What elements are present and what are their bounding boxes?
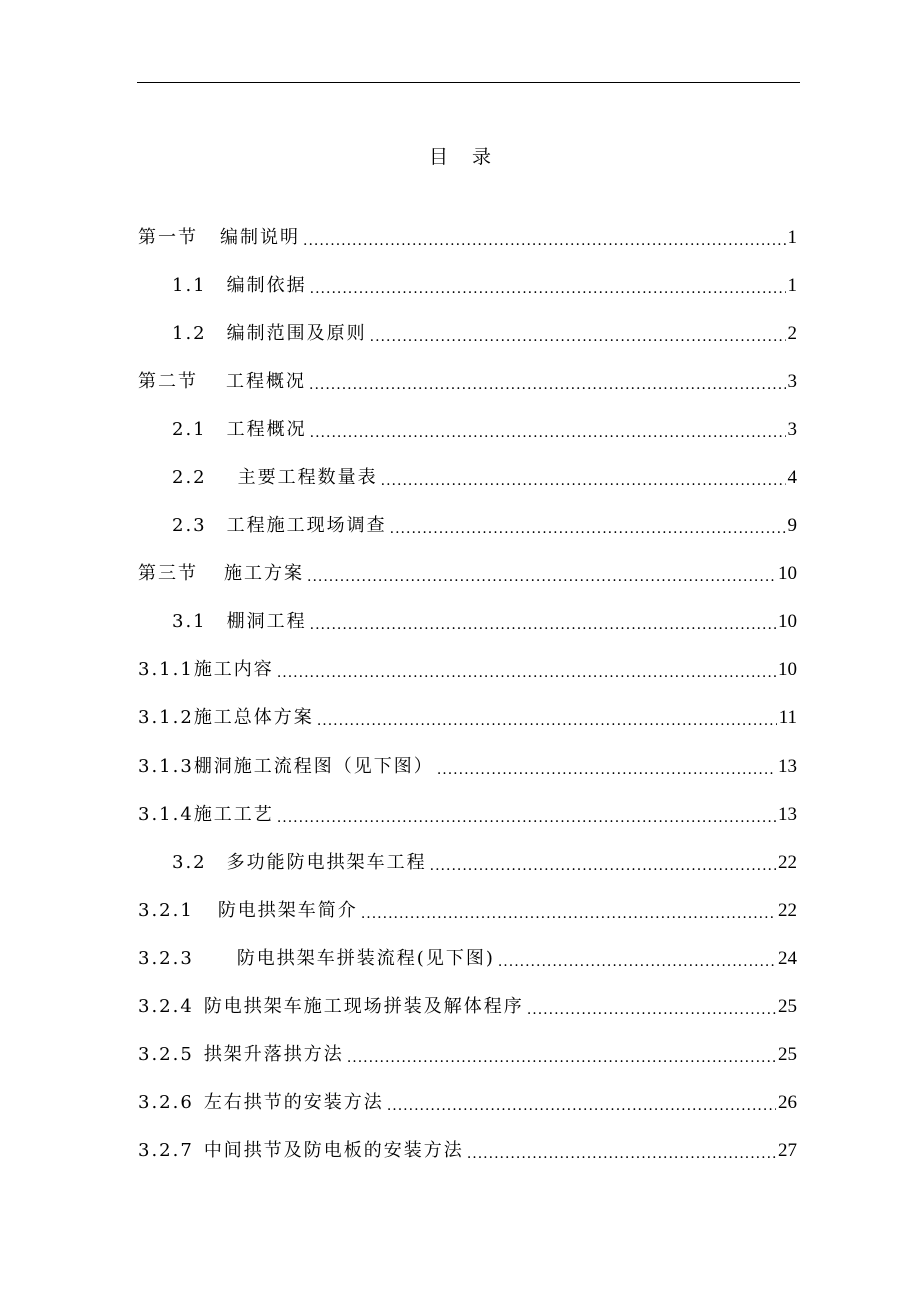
toc-entry[interactable] [172, 849, 797, 877]
toc-entry-page: 10 [778, 611, 797, 632]
toc-entry-number: 1.1 [172, 275, 207, 296]
toc-entry-number: 3.1 [172, 611, 207, 632]
toc-entry-text: 防电拱架车简介 [217, 900, 358, 921]
toc-entry-page: 13 [778, 756, 797, 777]
toc-entry-text: 施工工艺 [193, 804, 274, 825]
toc-entry-number: 3.2.7 [138, 1140, 194, 1161]
toc-dot-leader [277, 656, 776, 684]
toc-entry-page: 25 [778, 1044, 797, 1065]
toc-dot-leader [370, 320, 786, 348]
toc-entry-page: 10 [778, 659, 797, 680]
toc-title-right: 录 [472, 146, 492, 168]
toc-entry-number: 3.1.4 [138, 804, 194, 825]
toc-entry-text: 施工内容 [193, 659, 274, 680]
toc-entry[interactable] [172, 464, 797, 492]
toc-entry-text: 施工方案 [224, 563, 304, 584]
toc-entry[interactable] [138, 560, 797, 588]
toc-entry-page: 3 [787, 371, 797, 392]
toc-entry-page: 13 [778, 804, 797, 825]
toc-entry[interactable] [138, 801, 797, 829]
toc-entry[interactable] [138, 224, 797, 252]
toc-entry[interactable] [172, 512, 797, 540]
toc-dot-leader [430, 849, 776, 877]
toc-dot-leader [347, 1041, 776, 1069]
toc-dot-leader [307, 560, 776, 588]
toc-dot-leader [309, 368, 786, 396]
toc-entry-page: 22 [778, 900, 797, 921]
toc-entry-text: 施工总体方案 [193, 707, 314, 728]
toc-dot-leader [527, 993, 776, 1021]
toc-entry-page: 3 [787, 419, 797, 440]
toc-title-left: 目 [428, 146, 448, 168]
toc-entry[interactable] [138, 368, 797, 396]
toc-dot-leader [310, 608, 776, 636]
toc-entry-number: 2.3 [172, 515, 207, 536]
toc-entry[interactable] [172, 272, 797, 300]
toc-entry-text: 主要工程数量表 [237, 467, 378, 488]
toc-dot-leader [387, 1089, 776, 1117]
toc-entry-number: 2.2 [172, 467, 207, 488]
toc-entry[interactable] [172, 320, 797, 348]
toc-entry-number: 3.1.3 [138, 756, 194, 777]
toc-entry-number: 3.2 [172, 852, 207, 873]
toc-entry-text: 多功能防电拱架车工程 [226, 852, 427, 873]
toc-dot-leader [361, 897, 776, 925]
toc-entry-page: 26 [778, 1092, 797, 1113]
toc-entry-text: 棚洞工程 [226, 611, 307, 632]
toc-entry-page: 9 [787, 515, 797, 536]
toc-entry-page: 4 [787, 467, 797, 488]
toc-entry-text: 工程概况 [226, 419, 307, 440]
toc-entry-page: 1 [787, 227, 797, 248]
toc-entry-page: 27 [778, 1140, 797, 1161]
toc-entry[interactable] [138, 1137, 797, 1165]
toc-entry-page: 10 [778, 563, 797, 584]
toc-dot-leader [381, 464, 786, 492]
toc-entry-number: 3.1.1 [138, 659, 194, 680]
toc-entry-text: 中间拱节及防电板的安装方法 [203, 1140, 464, 1161]
toc-entry-number: 第一节 [138, 227, 198, 248]
toc-entry-page: 25 [778, 996, 797, 1017]
toc-entry[interactable] [138, 897, 797, 925]
toc-entry-text: 拱架升落拱方法 [203, 1044, 344, 1065]
toc-dot-leader [277, 801, 776, 829]
toc-entry-text: 编制依据 [226, 275, 307, 296]
toc-entry-page: 22 [778, 852, 797, 873]
toc-dot-leader [498, 945, 776, 973]
toc-entry-text: 左右拱节的安装方法 [203, 1092, 384, 1113]
toc-entry-number: 3.2.1 [138, 900, 194, 921]
toc-entry-text: 工程施工现场调查 [226, 515, 387, 536]
toc-entry-text: 防电拱架车拼装流程(见下图) [236, 948, 495, 969]
toc-entry-text: 编制说明 [220, 227, 300, 248]
toc-dot-leader [437, 753, 776, 781]
toc-dot-leader [467, 1137, 776, 1165]
toc-entry-page: 1 [787, 275, 797, 296]
toc-dot-leader [303, 224, 786, 252]
toc-entry-page: 2 [787, 323, 797, 344]
toc-entry-number: 3.2.6 [138, 1092, 194, 1113]
toc-entry[interactable] [138, 753, 797, 781]
toc-entry-number: 3.2.4 [138, 996, 194, 1017]
toc-entry-text: 编制范围及原则 [226, 323, 367, 344]
toc-entry-number: 2.1 [172, 419, 207, 440]
toc-entry[interactable] [138, 704, 797, 732]
toc-entry[interactable] [138, 1089, 797, 1117]
toc-entry[interactable] [138, 656, 797, 684]
toc-entry-number: 3.2.5 [138, 1044, 194, 1065]
toc-entry[interactable] [172, 608, 797, 636]
toc-entry-text: 棚洞施工流程图（见下图） [193, 756, 434, 777]
toc-entry-number: 3.1.2 [138, 707, 194, 728]
toc-dot-leader [390, 512, 786, 540]
toc-dot-leader [310, 416, 786, 444]
toc-entry[interactable] [138, 945, 797, 973]
toc-entry[interactable] [138, 1041, 797, 1069]
toc-entry-number: 第二节 [138, 371, 198, 392]
toc-dot-leader [310, 272, 786, 300]
toc-entry-page: 24 [778, 948, 797, 969]
toc-dot-leader [317, 704, 777, 732]
toc-entry[interactable] [138, 993, 797, 1021]
toc-entry-page: 11 [778, 707, 797, 728]
toc-entry-number: 第三节 [138, 563, 198, 584]
toc-entry[interactable] [172, 416, 797, 444]
toc-entry-number: 1.2 [172, 323, 207, 344]
toc-entry-text: 防电拱架车施工现场拼装及解体程序 [203, 996, 524, 1017]
toc-entry-number: 3.2.3 [138, 948, 194, 969]
toc-entry-text: 工程概况 [226, 371, 306, 392]
